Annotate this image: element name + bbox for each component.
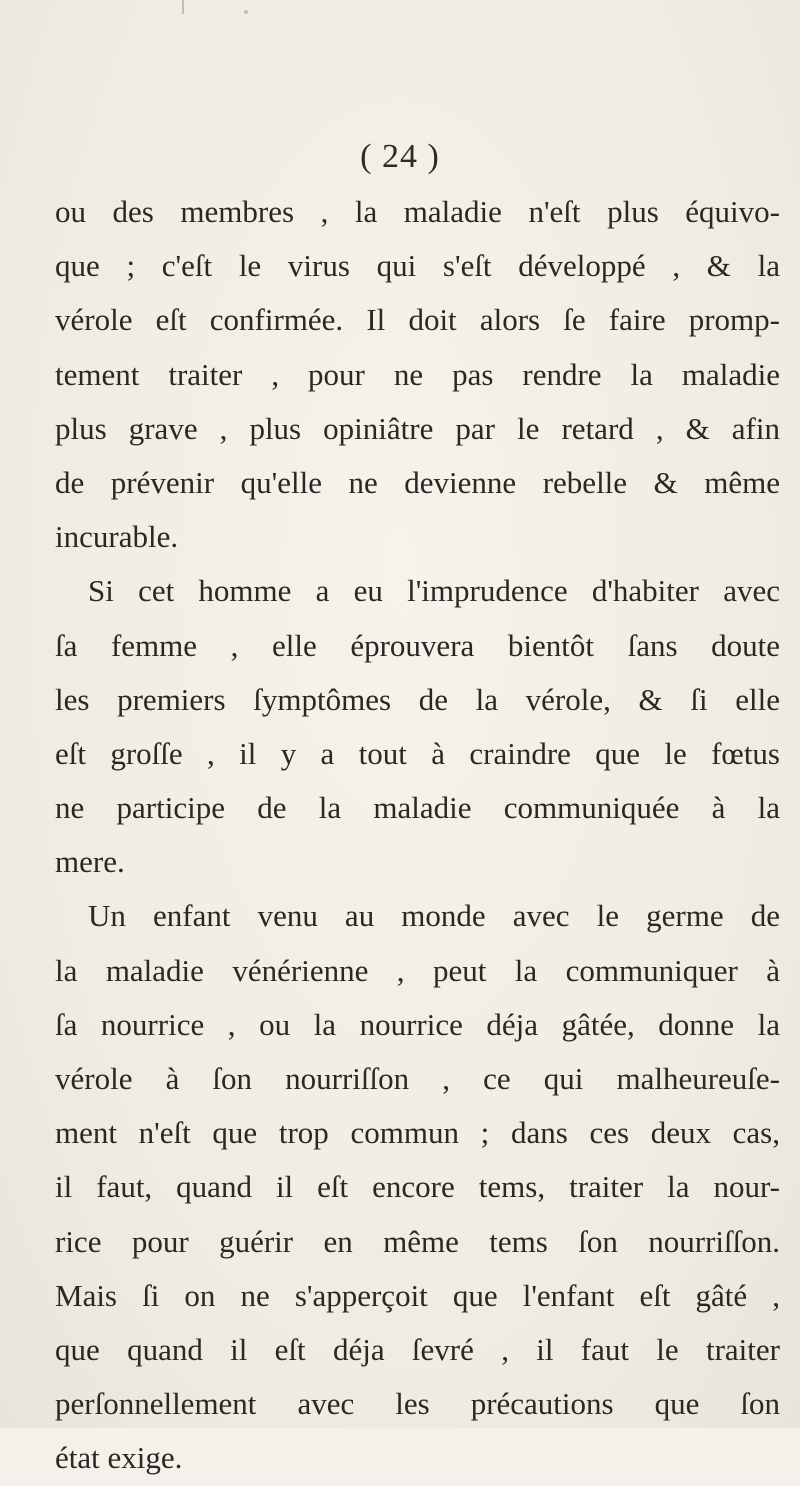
paragraph-start-line: Un enfant venu au monde avec le germe de <box>88 898 780 934</box>
text-line: de prévenir qu'elle ne devienne rebelle & même <box>55 464 780 500</box>
text-line: perſonnellement avec les précautions que ſon <box>55 1386 780 1422</box>
text-line: que ; c'eſt le virus qui s'eſt développé , & la <box>55 248 780 284</box>
text-line: vérole eſt confirmée. Il doit alors ſe faire promp- <box>55 302 780 338</box>
text-line: il faut, quand il eſt encore tems, traiter la nour- <box>55 1169 780 1205</box>
paragraph-end-line: état exige. <box>55 1440 183 1476</box>
text-line: ment n'eſt que trop commun ; dans ces deux cas, <box>55 1115 780 1151</box>
ink-speck <box>182 0 184 14</box>
text-line: Mais ſi on ne s'apperçoit que l'enfant eſt gâté , <box>55 1277 780 1313</box>
text-line: les premiers ſymptômes de la vérole, & ſi elle <box>55 681 780 717</box>
paragraph-end-line: mere. <box>55 844 125 880</box>
text-line: eſt groſſe , il y a tout à craindre que le fœtus <box>55 735 780 771</box>
text-line: ou des membres , la maladie n'eſt plus équivo- <box>55 194 780 229</box>
paragraph-end-line: incurable. <box>55 519 179 555</box>
text-line: ne participe de la maladie communiquée à la <box>55 790 780 826</box>
ink-speck <box>244 10 248 14</box>
text-line: plus grave , plus opiniâtre par le retard , & afin <box>55 410 780 446</box>
text-line: ſa femme , elle éprouvera bientôt ſans doute <box>55 627 780 663</box>
text-line: ſa nourrice , ou la nourrice déja gâtée, donne la <box>55 1006 780 1042</box>
text-line: que quand il eſt déja ſevré , il faut le traiter <box>55 1331 780 1367</box>
text-line: rice pour guérir en même tems ſon nourriſſon. <box>55 1223 780 1259</box>
text-line: la maladie vénérienne , peut la communiquer à <box>55 952 780 988</box>
page-number: ( 24 ) <box>360 138 440 175</box>
paragraph-start-line: Si cet homme a eu l'imprudence d'habiter avec <box>88 573 780 609</box>
text-line: tement traiter , pour ne pas rendre la maladie <box>55 356 780 392</box>
text-line: vérole à ſon nourriſſon , ce qui malheureuſe- <box>55 1061 780 1096</box>
body-text <box>55 185 780 1486</box>
